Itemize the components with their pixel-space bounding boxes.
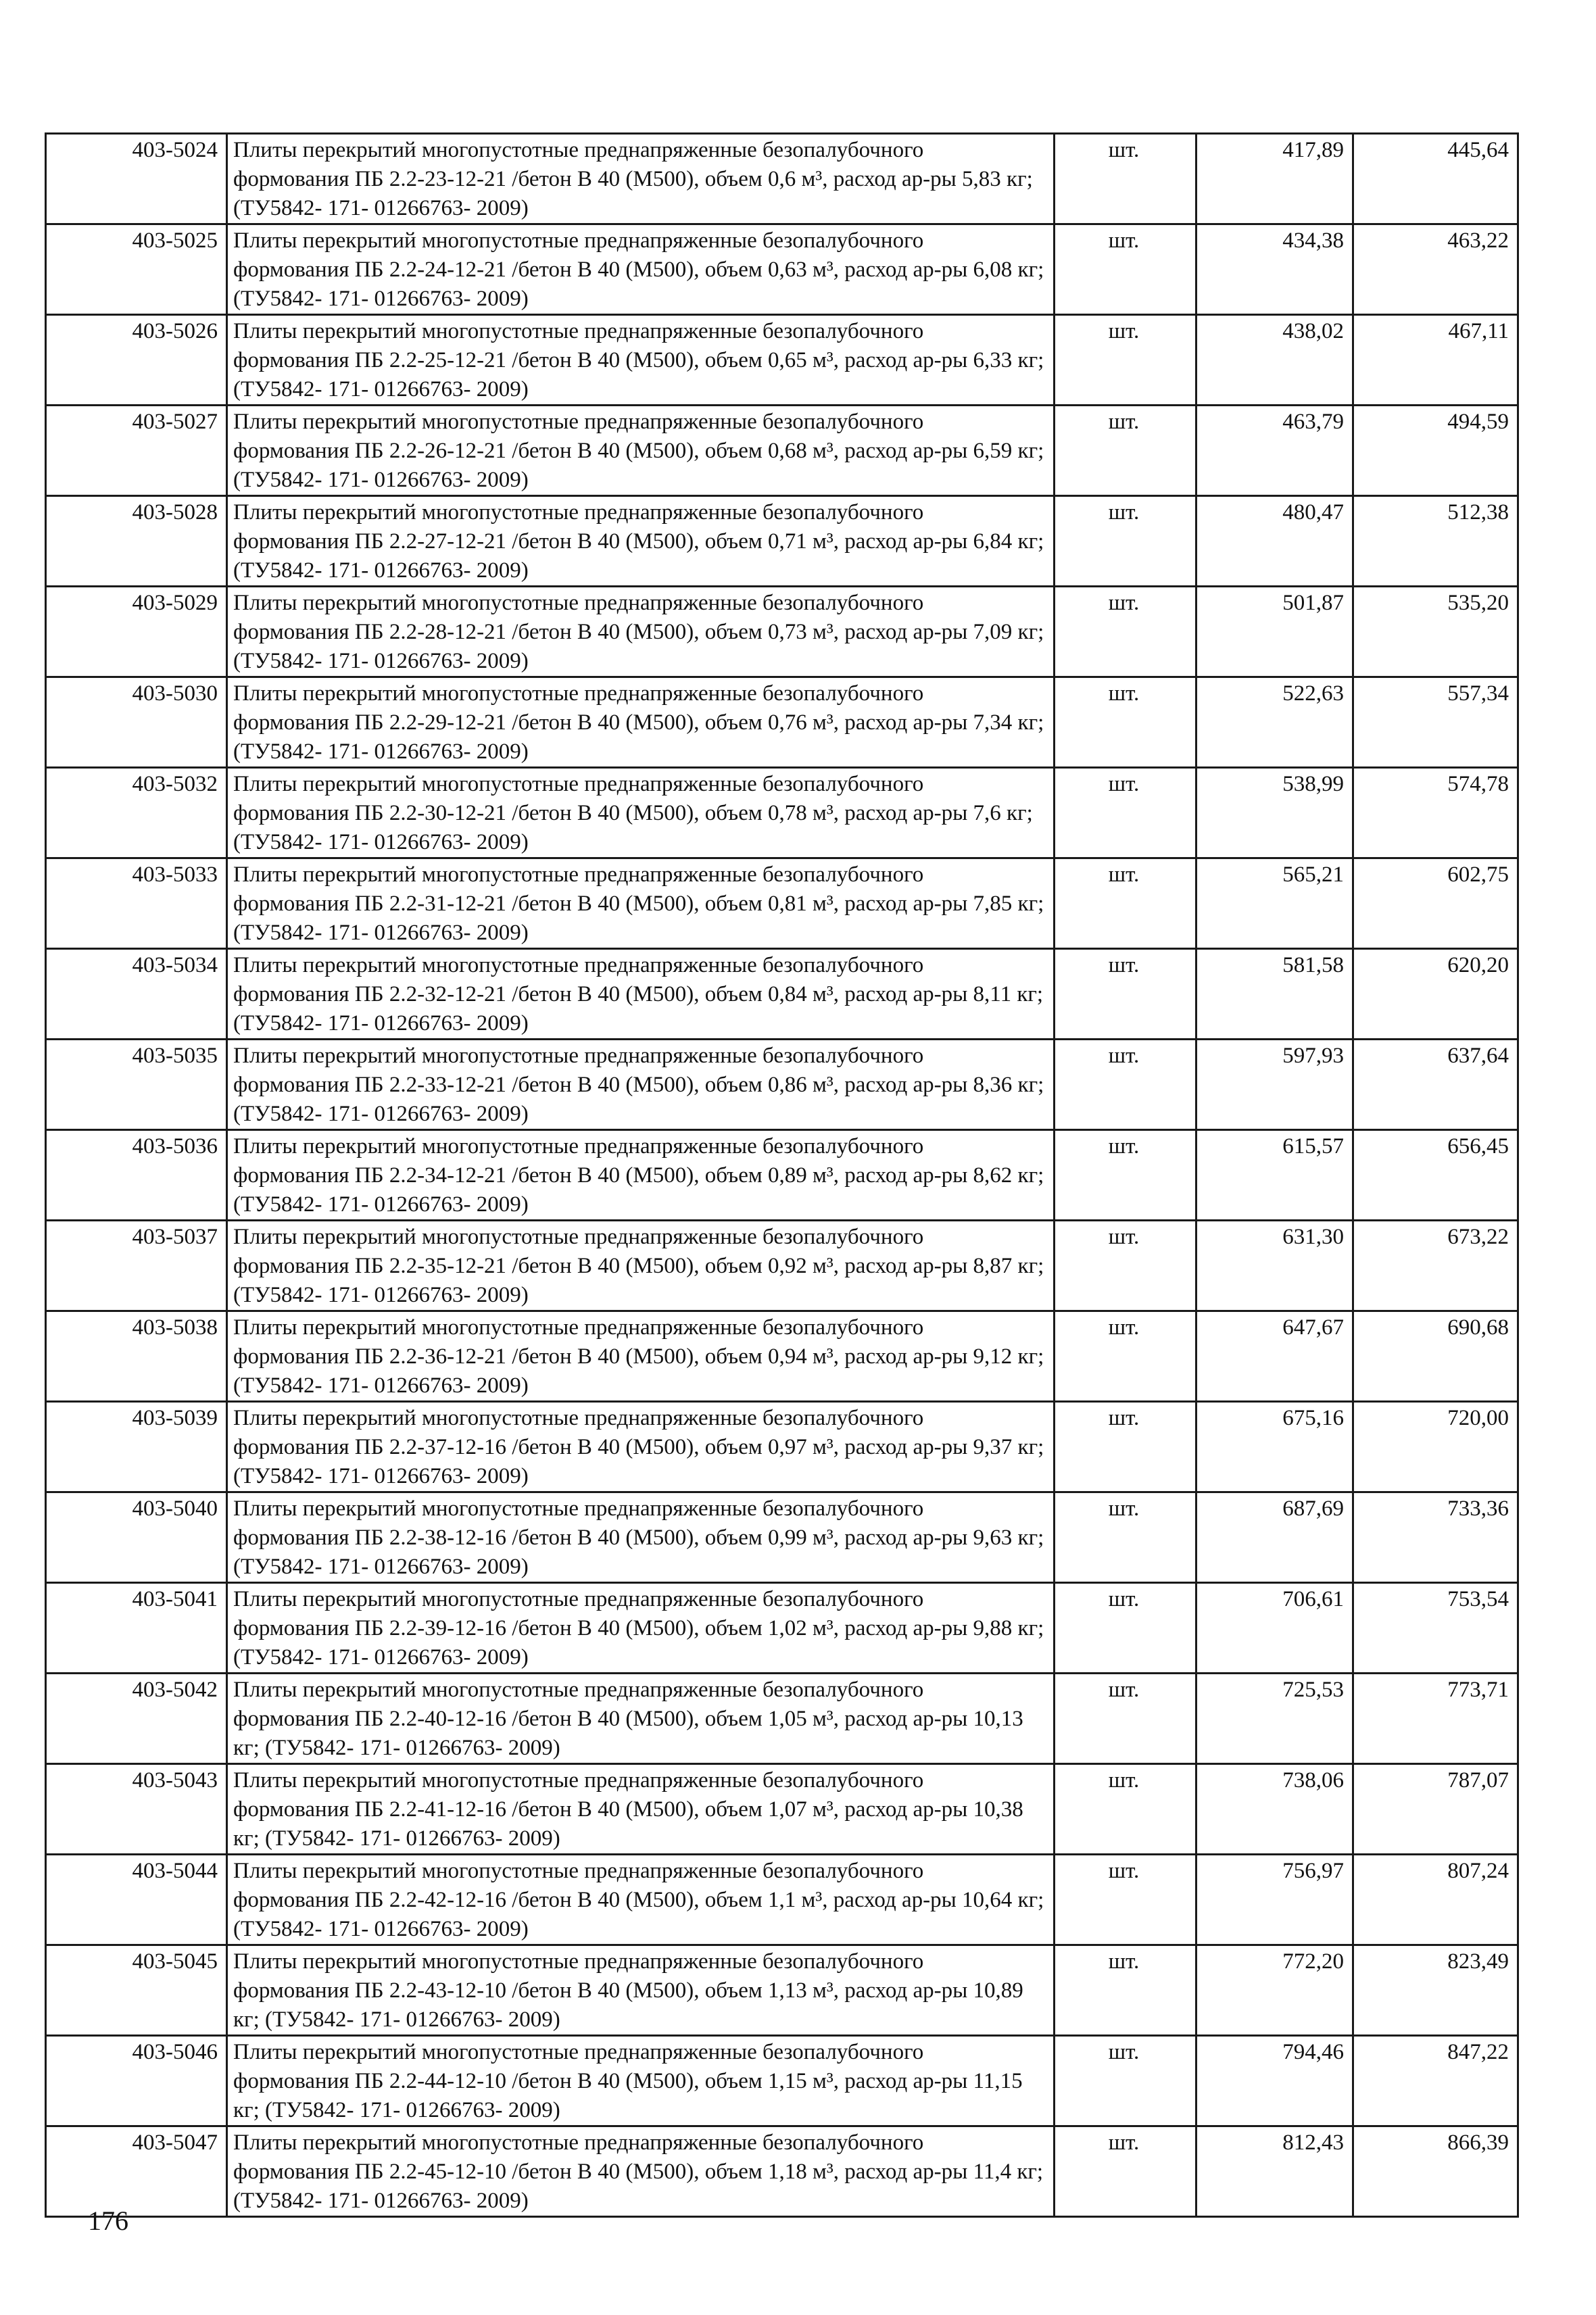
item-description: Плиты перекрытий многопустотные преднапряженные безопалубочного формования ПБ 2.2-39-12-16 /бетон В 40 (М500), объем 1,02 м³, расход ар-ры 9,88 кг; (ТУ5842- 171- 01266763- 2009) [227,1583,1055,1674]
item-code: 403-5047 [46,2126,227,2217]
item-price-1: 480,47 [1196,496,1353,587]
item-price-2: 463,22 [1353,224,1518,315]
item-code: 403-5046 [46,2036,227,2126]
item-price-1: 675,16 [1196,1402,1353,1492]
item-price-2: 690,68 [1353,1311,1518,1402]
item-price-1: 812,43 [1196,2126,1353,2217]
item-unit: шт. [1055,2126,1196,2217]
item-description: Плиты перекрытий многопустотные преднапряженные безопалубочного формования ПБ 2.2-42-12-16 /бетон В 40 (М500), объем 1,1 м³, расход ар-ры 10,64 кг; (ТУ5842- 171- 01266763- 2009) [227,1855,1055,1945]
item-code: 403-5035 [46,1040,227,1130]
item-code: 403-5042 [46,1674,227,1764]
item-price-1: 706,61 [1196,1583,1353,1674]
item-unit: шт. [1055,1130,1196,1221]
item-price-2: 733,36 [1353,1492,1518,1583]
item-unit: шт. [1055,1855,1196,1945]
table-row [46,1492,1518,1583]
item-price-2: 620,20 [1353,949,1518,1040]
item-code: 403-5038 [46,1311,227,1402]
item-code: 403-5029 [46,587,227,677]
item-unit: шт. [1055,1764,1196,1855]
item-price-1: 615,57 [1196,1130,1353,1221]
item-price-1: 581,58 [1196,949,1353,1040]
item-price-1: 756,97 [1196,1855,1353,1945]
item-code: 403-5039 [46,1402,227,1492]
table-row [46,1855,1518,1945]
item-price-1: 794,46 [1196,2036,1353,2126]
item-code: 403-5034 [46,949,227,1040]
item-price-2: 494,59 [1353,406,1518,496]
item-price-2: 557,34 [1353,677,1518,768]
item-unit: шт. [1055,858,1196,949]
item-price-2: 807,24 [1353,1855,1518,1945]
item-unit: шт. [1055,1583,1196,1674]
table-row [46,134,1518,224]
item-price-2: 720,00 [1353,1402,1518,1492]
item-unit: шт. [1055,1311,1196,1402]
item-unit: шт. [1055,2036,1196,2126]
item-description: Плиты перекрытий многопустотные преднапряженные безопалубочного формования ПБ 2.2-30-12-21 /бетон В 40 (М500), объем 0,78 м³, расход ар-ры 7,6 кг; (ТУ5842- 171- 01266763- 2009) [227,768,1055,858]
item-description: Плиты перекрытий многопустотные преднапряженные безопалубочного формования ПБ 2.2-44-12-10 /бетон В 40 (М500), объем 1,15 м³, расход ар-ры 11,15 кг; (ТУ5842- 171- 01266763- 2009) [227,2036,1055,2126]
item-description: Плиты перекрытий многопустотные преднапряженные безопалубочного формования ПБ 2.2-35-12-21 /бетон В 40 (М500), объем 0,92 м³, расход ар-ры 8,87 кг; (ТУ5842- 171- 01266763- 2009) [227,1221,1055,1311]
item-unit: шт. [1055,1945,1196,2036]
item-unit: шт. [1055,1040,1196,1130]
item-unit: шт. [1055,315,1196,406]
item-unit: шт. [1055,406,1196,496]
item-description: Плиты перекрытий многопустотные преднапряженные безопалубочного формования ПБ 2.2-31-12-21 /бетон В 40 (М500), объем 0,81 м³, расход ар-ры 7,85 кг; (ТУ5842- 171- 01266763- 2009) [227,858,1055,949]
item-price-1: 725,53 [1196,1674,1353,1764]
item-unit: шт. [1055,587,1196,677]
item-price-2: 866,39 [1353,2126,1518,2217]
item-price-1: 463,79 [1196,406,1353,496]
table-row [46,1221,1518,1311]
item-price-2: 673,22 [1353,1221,1518,1311]
table-row [46,406,1518,496]
page-number: 176 [88,2206,128,2236]
item-unit: шт. [1055,768,1196,858]
item-price-1: 417,89 [1196,134,1353,224]
item-unit: шт. [1055,1492,1196,1583]
table-row [46,1130,1518,1221]
item-code: 403-5040 [46,1492,227,1583]
item-unit: шт. [1055,496,1196,587]
item-description: Плиты перекрытий многопустотные преднапряженные безопалубочного формования ПБ 2.2-28-12-21 /бетон В 40 (М500), объем 0,73 м³, расход ар-ры 7,09 кг; (ТУ5842- 171- 01266763- 2009) [227,587,1055,677]
item-description: Плиты перекрытий многопустотные преднапряженные безопалубочного формования ПБ 2.2-36-12-21 /бетон В 40 (М500), объем 0,94 м³, расход ар-ры 9,12 кг; (ТУ5842- 171- 01266763- 2009) [227,1311,1055,1402]
item-description: Плиты перекрытий многопустотные преднапряженные безопалубочного формования ПБ 2.2-29-12-21 /бетон В 40 (М500), объем 0,76 м³, расход ар-ры 7,34 кг; (ТУ5842- 171- 01266763- 2009) [227,677,1055,768]
item-code: 403-5041 [46,1583,227,1674]
item-description: Плиты перекрытий многопустотные преднапряженные безопалубочного формования ПБ 2.2-37-12-16 /бетон В 40 (М500), объем 0,97 м³, расход ар-ры 9,37 кг; (ТУ5842- 171- 01266763- 2009) [227,1402,1055,1492]
item-description: Плиты перекрытий многопустотные преднапряженные безопалубочного формования ПБ 2.2-43-12-10 /бетон В 40 (М500), объем 1,13 м³, расход ар-ры 10,89 кг; (ТУ5842- 171- 01266763- 2009) [227,1945,1055,2036]
item-price-2: 574,78 [1353,768,1518,858]
item-code: 403-5025 [46,224,227,315]
item-code: 403-5028 [46,496,227,587]
table-row [46,1583,1518,1674]
item-code: 403-5032 [46,768,227,858]
table-row [46,858,1518,949]
item-code: 403-5043 [46,1764,227,1855]
item-code: 403-5024 [46,134,227,224]
item-description: Плиты перекрытий многопустотные преднапряженные безопалубочного формования ПБ 2.2-32-12-21 /бетон В 40 (М500), объем 0,84 м³, расход ар-ры 8,11 кг; (ТУ5842- 171- 01266763- 2009) [227,949,1055,1040]
item-unit: шт. [1055,949,1196,1040]
table-row [46,1402,1518,1492]
item-price-1: 647,67 [1196,1311,1353,1402]
item-code: 403-5027 [46,406,227,496]
item-code: 403-5036 [46,1130,227,1221]
table-body [46,134,1518,2217]
item-price-2: 467,11 [1353,315,1518,406]
item-price-1: 538,99 [1196,768,1353,858]
item-description: Плиты перекрытий многопустотные преднапряженные безопалубочного формования ПБ 2.2-26-12-21 /бетон В 40 (М500), объем 0,68 м³, расход ар-ры 6,59 кг; (ТУ5842- 171- 01266763- 2009) [227,406,1055,496]
item-price-2: 535,20 [1353,587,1518,677]
item-price-1: 501,87 [1196,587,1353,677]
item-price-2: 823,49 [1353,1945,1518,2036]
item-code: 403-5045 [46,1945,227,2036]
item-price-1: 738,06 [1196,1764,1353,1855]
item-price-2: 656,45 [1353,1130,1518,1221]
item-unit: шт. [1055,1402,1196,1492]
item-unit: шт. [1055,134,1196,224]
table-row [46,1040,1518,1130]
item-description: Плиты перекрытий многопустотные преднапряженные безопалубочного формования ПБ 2.2-45-12-10 /бетон В 40 (М500), объем 1,18 м³, расход ар-ры 11,4 кг; (ТУ5842- 171- 01266763- 2009) [227,2126,1055,2217]
table-row [46,224,1518,315]
item-description: Плиты перекрытий многопустотные преднапряженные безопалубочного формования ПБ 2.2-23-12-21 /бетон В 40 (М500), объем 0,6 м³, расход ар-ры 5,83 кг; (ТУ5842- 171- 01266763- 2009) [227,134,1055,224]
item-description: Плиты перекрытий многопустотные преднапряженные безопалубочного формования ПБ 2.2-34-12-21 /бетон В 40 (М500), объем 0,89 м³, расход ар-ры 8,62 кг; (ТУ5842- 171- 01266763- 2009) [227,1130,1055,1221]
table-row [46,949,1518,1040]
item-price-2: 602,75 [1353,858,1518,949]
table-row [46,768,1518,858]
table-row [46,1764,1518,1855]
price-table [45,132,1519,2218]
table-row [46,2036,1518,2126]
item-price-1: 438,02 [1196,315,1353,406]
item-unit: шт. [1055,1674,1196,1764]
item-price-2: 637,64 [1353,1040,1518,1130]
item-description: Плиты перекрытий многопустотные преднапряженные безопалубочного формования ПБ 2.2-40-12-16 /бетон В 40 (М500), объем 1,05 м³, расход ар-ры 10,13 кг; (ТУ5842- 171- 01266763- 2009) [227,1674,1055,1764]
item-price-2: 773,71 [1353,1674,1518,1764]
item-price-2: 445,64 [1353,134,1518,224]
item-description: Плиты перекрытий многопустотные преднапряженные безопалубочного формования ПБ 2.2-41-12-16 /бетон В 40 (М500), объем 1,07 м³, расход ар-ры 10,38 кг; (ТУ5842- 171- 01266763- 2009) [227,1764,1055,1855]
table-row [46,2126,1518,2217]
table-row [46,587,1518,677]
item-price-1: 772,20 [1196,1945,1353,2036]
table-row [46,1674,1518,1764]
table-row [46,677,1518,768]
item-price-1: 565,21 [1196,858,1353,949]
item-price-1: 434,38 [1196,224,1353,315]
item-code: 403-5030 [46,677,227,768]
item-price-1: 631,30 [1196,1221,1353,1311]
item-code: 403-5037 [46,1221,227,1311]
item-code: 403-5044 [46,1855,227,1945]
item-price-2: 753,54 [1353,1583,1518,1674]
table-row [46,315,1518,406]
table-row [46,496,1518,587]
item-price-2: 847,22 [1353,2036,1518,2126]
item-description: Плиты перекрытий многопустотные преднапряженные безопалубочного формования ПБ 2.2-33-12-21 /бетон В 40 (М500), объем 0,86 м³, расход ар-ры 8,36 кг; (ТУ5842- 171- 01266763- 2009) [227,1040,1055,1130]
item-code: 403-5033 [46,858,227,949]
item-description: Плиты перекрытий многопустотные преднапряженные безопалубочного формования ПБ 2.2-27-12-21 /бетон В 40 (М500), объем 0,71 м³, расход ар-ры 6,84 кг; (ТУ5842- 171- 01266763- 2009) [227,496,1055,587]
item-price-1: 687,69 [1196,1492,1353,1583]
item-price-2: 787,07 [1353,1764,1518,1855]
table-row [46,1311,1518,1402]
item-price-1: 597,93 [1196,1040,1353,1130]
item-description: Плиты перекрытий многопустотные преднапряженные безопалубочного формования ПБ 2.2-38-12-16 /бетон В 40 (М500), объем 0,99 м³, расход ар-ры 9,63 кг; (ТУ5842- 171- 01266763- 2009) [227,1492,1055,1583]
item-unit: шт. [1055,1221,1196,1311]
item-price-2: 512,38 [1353,496,1518,587]
item-unit: шт. [1055,677,1196,768]
item-description: Плиты перекрытий многопустотные преднапряженные безопалубочного формования ПБ 2.2-25-12-21 /бетон В 40 (М500), объем 0,65 м³, расход ар-ры 6,33 кг; (ТУ5842- 171- 01266763- 2009) [227,315,1055,406]
table-row [46,1945,1518,2036]
item-description: Плиты перекрытий многопустотные преднапряженные безопалубочного формования ПБ 2.2-24-12-21 /бетон В 40 (М500), объем 0,63 м³, расход ар-ры 6,08 кг; (ТУ5842- 171- 01266763- 2009) [227,224,1055,315]
item-code: 403-5026 [46,315,227,406]
item-unit: шт. [1055,224,1196,315]
item-price-1: 522,63 [1196,677,1353,768]
